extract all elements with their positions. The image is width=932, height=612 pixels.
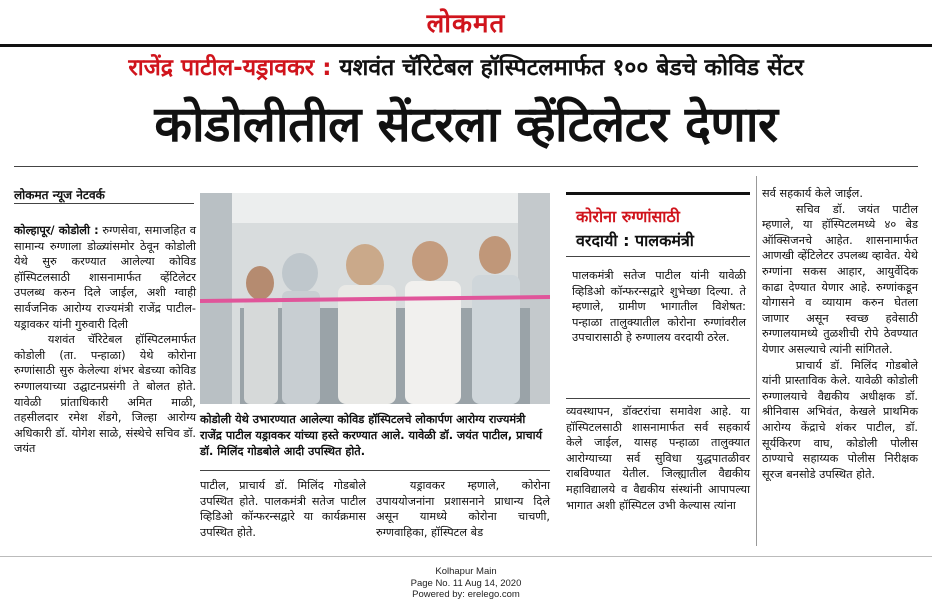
sidebar-box-body: पालकमंत्री सतेज पाटील यांनी यावेळी व्हिडिओ कॉन्फरन्सद्वारे शुभेच्छा दिल्या. ते म्हणाले, ग्रामीण भागातील विशेषत: पन्हाळा तालुक्यातील कोरोना रुग्णांवरील उपचारासाठी हे रुग्णालय वरदायी ठरेल. <box>572 269 746 345</box>
paragraph: यशवंत चॅरिटेबल हॉस्पिटलमार्फत कोडोली (ता. पन्हाळा) येथे कोरोना रुग्णांसाठी सुरु केलेल्या शंभर बेडच्या कोविड रुग्णालयाच्या उद्घाटनप्रसंगी ते बोलत होते. यावेळी प्रांताधिकारी अमित माळी, तहसीलदार रमेश शेंडगे, जिल्हा आरोग्य अधिकारी डॉ. योगेश साळे, संस्थेचे सचिव डॉ. जयंत <box>14 333 196 456</box>
main-headline: कोडोलीतील सेंटरला व्हेंटिलेटर देणार <box>154 96 778 153</box>
paragraph: यड्रावकर म्हणाले, कोरोना उपाययोजनांना प्रशासनाने प्राधान्य दिले असून यामध्ये कोरोना चाचणी, रुग्णवाहिका, हॉस्पिटल बेड <box>376 479 550 539</box>
photo-illustration <box>200 193 550 404</box>
page-footer <box>0 566 932 601</box>
kicker-name: राजेंद्र पाटील-यड्रावकर : <box>128 55 332 81</box>
footer-powered-by: Powered by: erelego.com <box>412 589 520 600</box>
article-column-1 <box>14 223 196 457</box>
paragraph: सर्व सहकार्य केले जाईल. <box>762 187 863 200</box>
kicker-headline <box>0 50 932 82</box>
dateline: कोल्हापूर/ कोडोली : <box>14 224 99 237</box>
footer-rule <box>0 556 932 557</box>
kicker-text: यशवंत चॅरिटेबल हॉस्पिटलमार्फत १०० बेडचे कोविड सेंटर <box>331 55 804 81</box>
caption-rule <box>200 470 550 471</box>
newspaper-logo: लोकमत <box>426 9 506 39</box>
article-column-4 <box>566 404 750 513</box>
news-photo <box>200 193 550 404</box>
paragraph: रुग्णसेवा, समाजहित व सामान्य रुग्णाला डोळ्यांसमोर ठेवून कोडोली येथे सुरु करण्यात आलेल्या कोविड हॉस्पिटलसाठी शासनामार्फत व्हेंटिलेटर उपलब्ध करुन दिले जाईल, अशी ग्वाही सार्वजनिक आरोग्य राज्यमंत्री राजेंद्र पाटील-यड्रावकर यांनी गुरुवारी दिली <box>14 224 196 331</box>
paragraph: पाटील, प्राचार्य डॉ. मिलिंद गोडबोले उपस्थित होते. पालकमंत्री सतेज पाटील व्हिडिओ कॉन्फरन्सद्वारे या कार्यक्रमास उपस्थित होते. <box>200 479 366 539</box>
sidebar-box-bottom-rule <box>566 398 750 399</box>
sidebar-box-subtitle: वरदायी : पालकमंत्री <box>576 231 694 250</box>
footer-edition: Kolhapur Main <box>435 566 497 577</box>
paragraph: व्यवस्थापन, डॉक्टरांचा समावेश आहे. या हॉस्पिटलसाठी शासनामार्फत सर्व सहकार्य केले जाईल, यासह पन्हाळा तालुक्यात आरोग्याच्या सर्व सुविधा युद्धपातळीवर राबविण्यात येतील. जिल्ह्यातील वैद्यकीय महाविद्यालये व वैद्यकीय संस्थांनी आपापल्या भागात अशी हॉस्पिटल उभी केल्यास त्यांना <box>566 405 750 512</box>
article-column-2 <box>200 478 366 540</box>
byline: लोकमत न्यूज नेटवर्क <box>14 188 105 202</box>
masthead-rule <box>0 44 932 47</box>
article-column-3 <box>376 478 550 540</box>
photo-caption: कोडोली येथे उभारण्यात आलेल्या कोविड हॉस्पिटलचे लोकार्पण आरोग्य राज्यमंत्री राजेंद्र पाटील यड्रावकर यांच्या हस्ते करण्यात आले. यावेळी डॉ. जयंत पाटील, प्राचार्य डॉ. मिलिंद गोडबोले आदी उपस्थित होते. <box>200 413 543 458</box>
headline-rule <box>14 166 918 167</box>
byline-rule <box>14 203 194 204</box>
article-column-5 <box>762 186 918 482</box>
paragraph: प्राचार्य डॉ. मिलिंद गोडबोले यांनी प्रास्ताविक केले. यावेळी कोडोली रुग्णालयाचे वैद्यकीय अधीक्षक डॉ. श्रीनिवास अभिवंत, केखले प्राथमिक आरोग्य केंद्राचे शंकर पाटील, डॉ. सूर्यकिरण वाघ, कोडोली पोलीस ठाण्याचे सहाय्यक पोलीस निरीक्षक सूरज बनसोडे उपस्थित होते. <box>762 358 918 481</box>
paragraph: सचिव डॉ. जयंत पाटील म्हणाले, या हॉस्पिटलमध्ये ४० बेड ऑक्सिजनचे आहेत. शासनामार्फत आणखी व्हेंटिलेटर उपलब्ध व्हावेत. येथे रुग्णांना सकस आहार, आयुर्वेदिक काढा देण्यात येणार आहे. रुग्णांकडून योगासने व व्यायाम करुन घेतला जाणार असून स्वच्छ हवेसाठी रुग्णालयामध्ये तुळशीची रोपे ठेवण्यात येणार असल्याचे त्यांनी सांगितले. <box>762 202 918 356</box>
column-divider <box>756 176 757 546</box>
sidebar-box-title: कोरोना रुग्णांसाठी <box>576 207 680 226</box>
sidebar-box-rule <box>566 256 750 257</box>
footer-page: Page No. 11 Aug 14, 2020 <box>410 577 522 589</box>
